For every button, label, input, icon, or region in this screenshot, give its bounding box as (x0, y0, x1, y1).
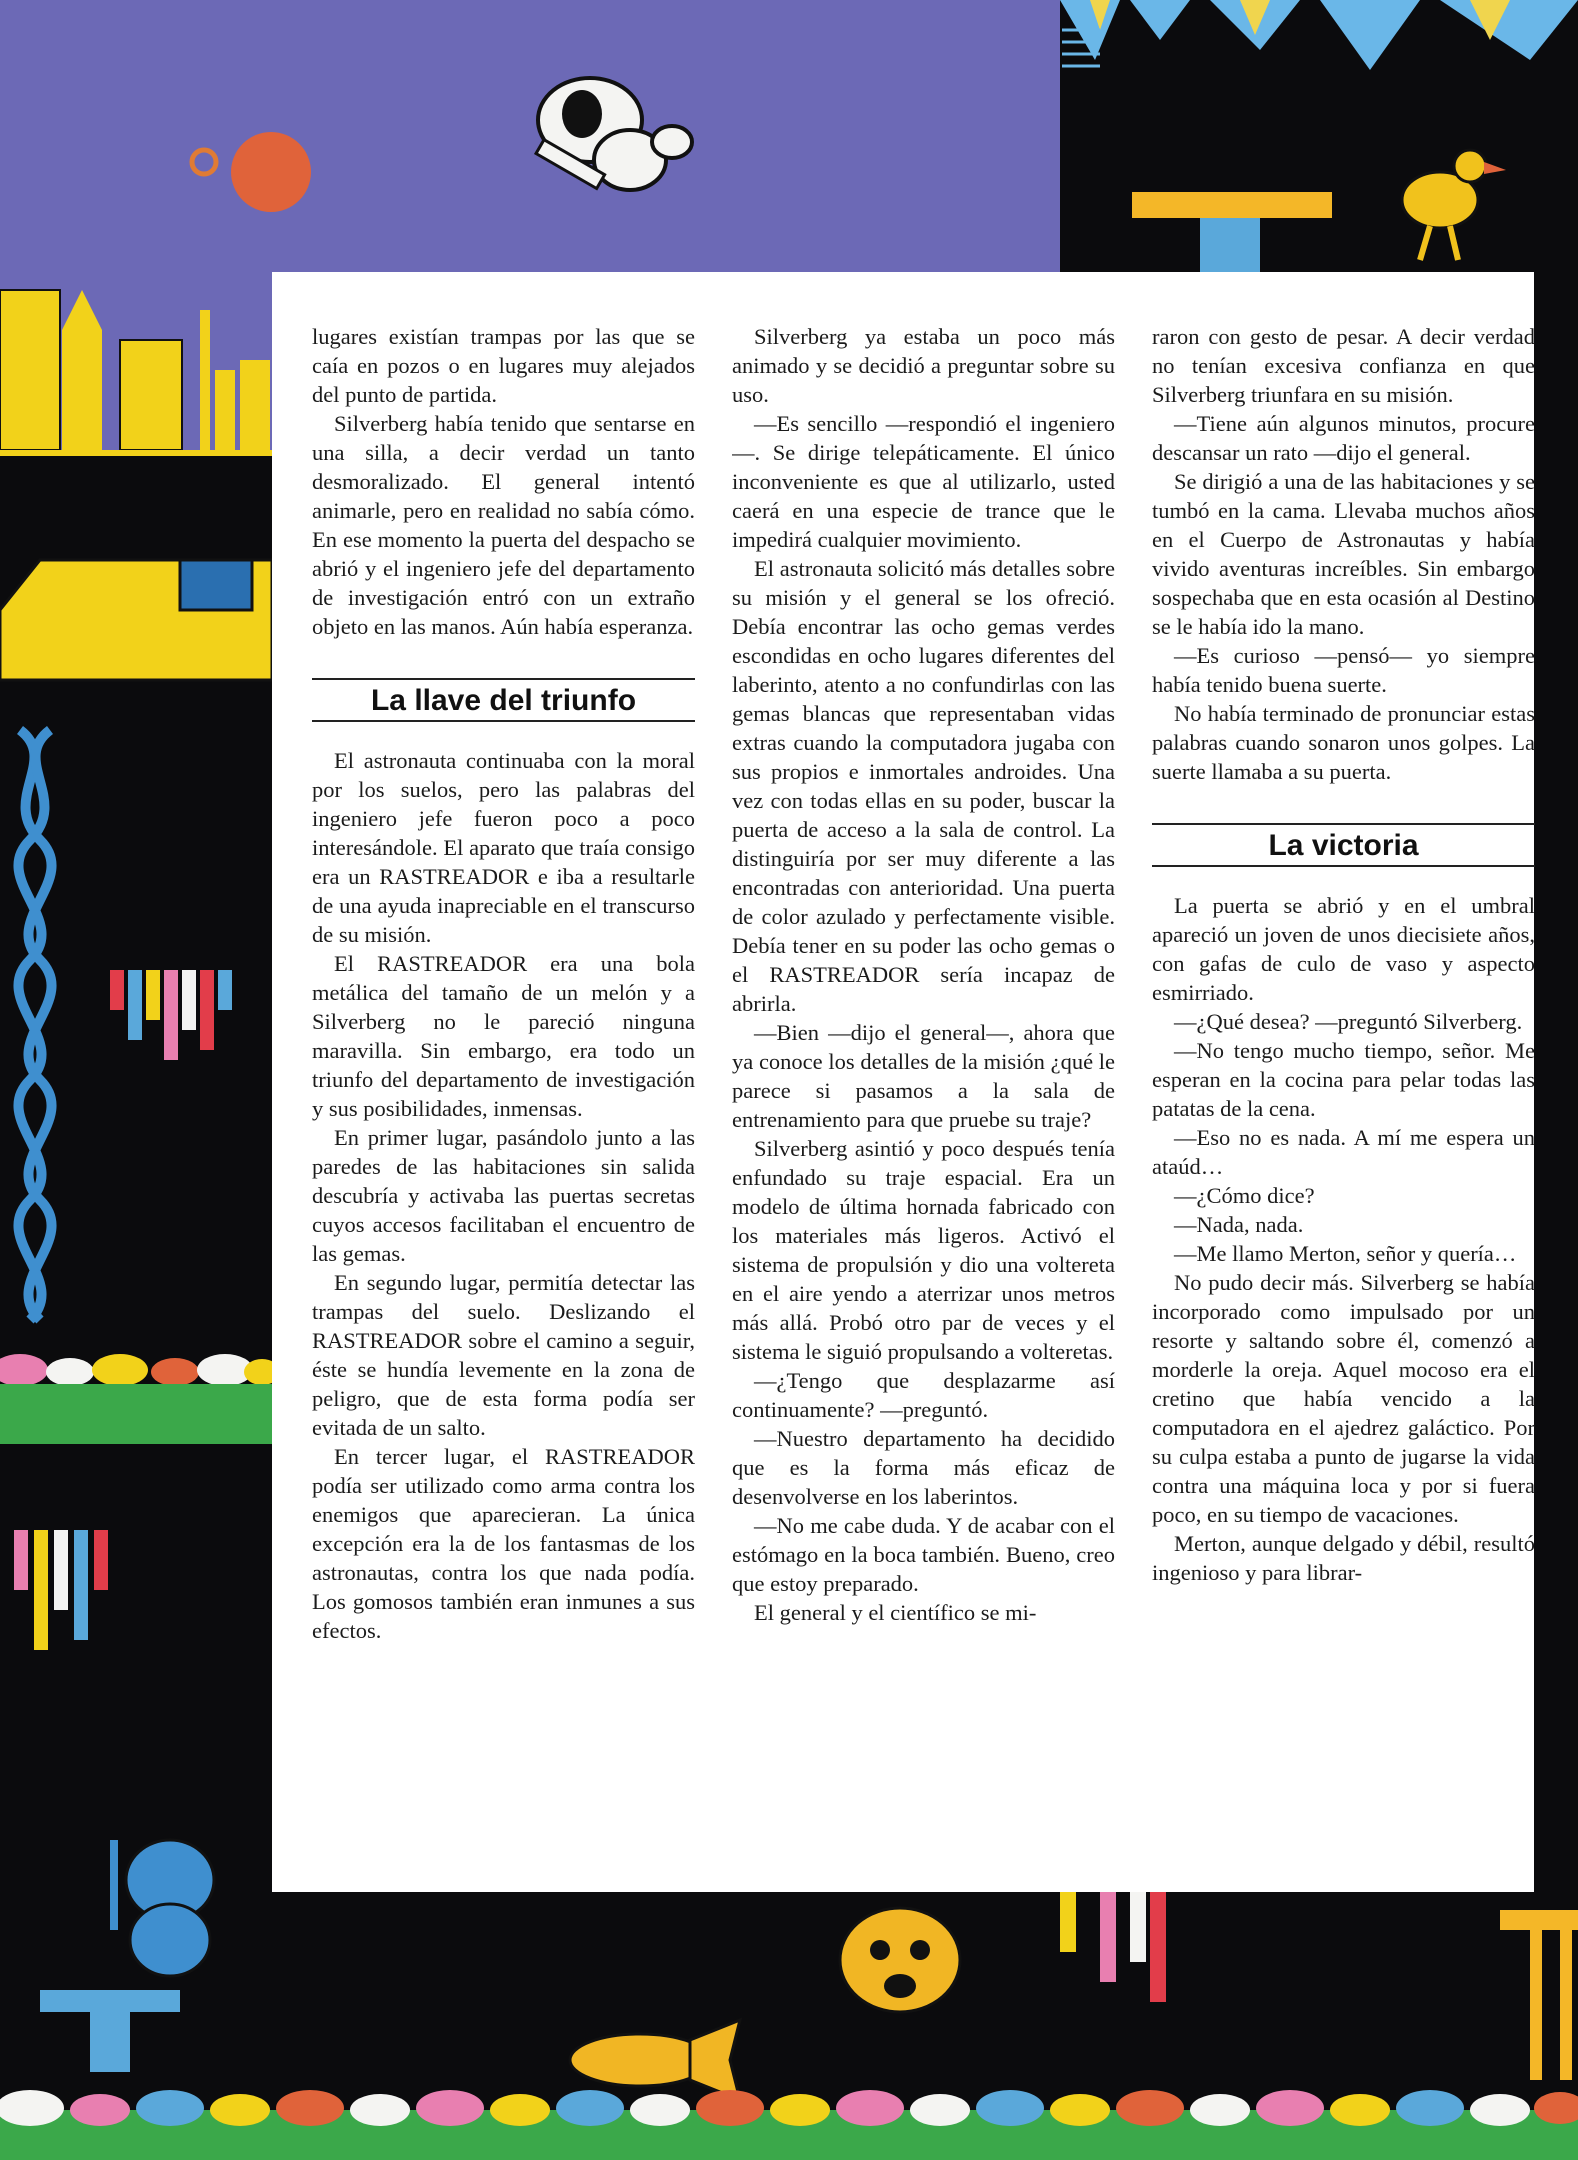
paragraph: Silverberg había tenido que sentarse en una silla, a decir verdad un tanto desmoralizado. El general intentó animarle, pero en realidad no sabía cómo. En ese momento la puerta del despacho se abrió y el ingeniero jefe del departamento de investigación entró con un extraño objeto en las manos. Aún había esperanza. (312, 411, 695, 639)
paragraph: El astronauta continuaba con la moral por los suelos, pero las palabras del ingeniero jefe fueron poco a poco interesándole. El aparato que traía consigo era un RASTREADOR e iba a resultarle de una ayuda inapreciable en el transcurso de su misión. (312, 748, 695, 947)
paragraph: En segundo lugar, permitía detectar las trampas del suelo. Deslizando el RASTREADOR sobre el camino a seguir, éste se hundía levemente en la zona de peligro, que de esta forma podía ser evitada de un salto. (312, 1270, 695, 1440)
pebbles-bottom (0, 2090, 1578, 2160)
paragraph: El RASTREADOR era una bola metálica del tamaño de un melón y a Silverberg no le pareció ninguna maravilla. Sin embargo, era todo un triunfo del departamento de investigación y sus posibilidades, inmensas. (312, 951, 695, 1121)
column-1 (312, 322, 695, 1872)
paragraph: —Tiene aún algunos minutos, procure descansar un rato —dijo el general. (1152, 411, 1535, 465)
section-heading-victoria: La victoria (1152, 823, 1535, 867)
paragraph: El astronauta solicitó más detalles sobre su misión y el general se los ofreció. Debía encontrar las ocho gemas verdes escondidas en ocho lugares diferentes del laberinto, atento a no confundirlas con las gemas blancas que representaban vidas extras cuando la computadora jugaba con sus propios e inmortales androides. Una vez con todas ellas en su poder, buscar la puerta de acceso a la sala de control. La distinguiría por ser muy diferente a las encontradas con anterioridad. Una puerta de color azulado y perfectamente visible. Debía tener en su poder las ocho gemas o el RASTREADOR sería incapaz de abrirla. (732, 556, 1115, 1016)
paragraph: —Es sencillo —respondió el ingeniero—. Se dirige telepáticamente. El único inconveniente es que al utilizarlo, usted caerá en una especie de trance que le impedirá cualquier movimiento. (732, 411, 1115, 552)
paragraph: En primer lugar, pasándolo junto a las paredes de las habitaciones sin salida descubría y activaba las puertas secretas cuyos accesos facilitaban el encuentro de las gemas. (312, 1125, 695, 1266)
yellow-blocks (0, 560, 272, 680)
paragraph: —¿Qué desea? —preguntó Silverberg. (1174, 1009, 1523, 1034)
paragraph: —¿Tengo que desplazarme así continuamente? —preguntó. (732, 1368, 1115, 1422)
paragraph: —Bien —dijo el general—, ahora que ya conoce los detalles de la misión ¿qué le parece si pasamos a la sala de entrenamiento para que pruebe su traje? (732, 1020, 1115, 1132)
monkey-face-icon (840, 1908, 960, 2012)
paragraph: Merton, aunque delgado y débil, resultó ingenioso y para librar- (1152, 1531, 1535, 1585)
red-planet-icon (231, 132, 311, 212)
bottom-platform-left (40, 1990, 180, 2012)
article-panel (272, 272, 1534, 1892)
paragraph: —No tengo mucho tiempo, señor. Me esperan en la cocina para pelar todas las patatas de la cena. (1152, 1038, 1535, 1121)
paragraph: —Me llamo Merton, señor y quería… (1174, 1241, 1517, 1266)
paragraph: Silverberg asintió y poco después tenía enfundado su traje espacial. Era un modelo de última hornada fabricado con los materiales más ligeros. Activó el sistema de propulsión y dio una voltereta en el aire yendo a aterrizar unos metros más allá. Probó otro par de veces y el sistema le siguió propulsando a volteretas. (732, 1136, 1115, 1364)
column-2 (732, 322, 1115, 1872)
paragraph: Silverberg ya estaba un poco más animado y se decidió a preguntar sobre su uso. (732, 324, 1115, 407)
paragraph: —Nuestro departamento ha decidido que es la forma más eficaz de desenvolverse en los laberintos. (732, 1426, 1115, 1509)
paragraph: raron con gesto de pesar. A decir verdad no tenían excesiva confianza en que Silverberg triunfara en su misión. (1152, 324, 1535, 407)
paragraph: No pudo decir más. Silverberg se había incorporado como impulsado por un resorte y saltando sobre él, comenzó a morderle la oreja. Aquel mocoso era el cretino que había vencido a la computadora en el ajedrez galáctico. Por su culpa estaba a punto de jugarse la vida contra una máquina loca y por si fuera poco, en su tiempo de vacaciones. (1152, 1270, 1535, 1527)
paragraph: lugares existían trampas por las que se caía en pozos o en lugares muy alejados del punto de partida. (312, 324, 695, 407)
paragraph: —No me cabe duda. Y de acabar con el estómago en la boca también. Bueno, creo que estoy preparado. (732, 1513, 1115, 1596)
paragraph: En tercer lugar, el RASTREADOR podía ser utilizado como arma contra los enemigos que aparecieran. La única excepción era la de los fantasmas de los astronautas, contra los que nada podía. Los gomosos también eran inmunes a sus efectos. (312, 1444, 695, 1643)
paragraph: La puerta se abrió y en el umbral apareció un joven de unos diecisiete años, con gafas de culo de vaso y aspecto esmirriado. (1152, 893, 1535, 1005)
section-heading-triunfo: La llave del triunfo (312, 678, 695, 722)
paragraph: No había terminado de pronunciar estas palabras cuando sonaron unos golpes. La suerte llamaba a su puerta. (1152, 701, 1535, 784)
paragraph: —Eso no es nada. A mí me espera un ataúd… (1152, 1125, 1535, 1179)
pedestal (1132, 192, 1332, 218)
paragraph: —Es curioso —pensó— yo siempre había tenido buena suerte. (1152, 643, 1535, 697)
paragraph: El general y el científico se mi- (754, 1600, 1037, 1625)
paragraph: Se dirigió a una de las habitaciones y se tumbó en la cama. Llevaba muchos años en el Cuerpo de Astronautas y había vivido aventuras increíbles. Sin embargo sospechaba que en esta ocasión al Destino se le había ido la mano. (1152, 469, 1535, 639)
paragraph: —¿Cómo dice? (1174, 1183, 1315, 1208)
grass-strip (0, 1384, 272, 1444)
paragraph: —Nada, nada. (1174, 1212, 1304, 1237)
column-3 (1152, 322, 1535, 1872)
